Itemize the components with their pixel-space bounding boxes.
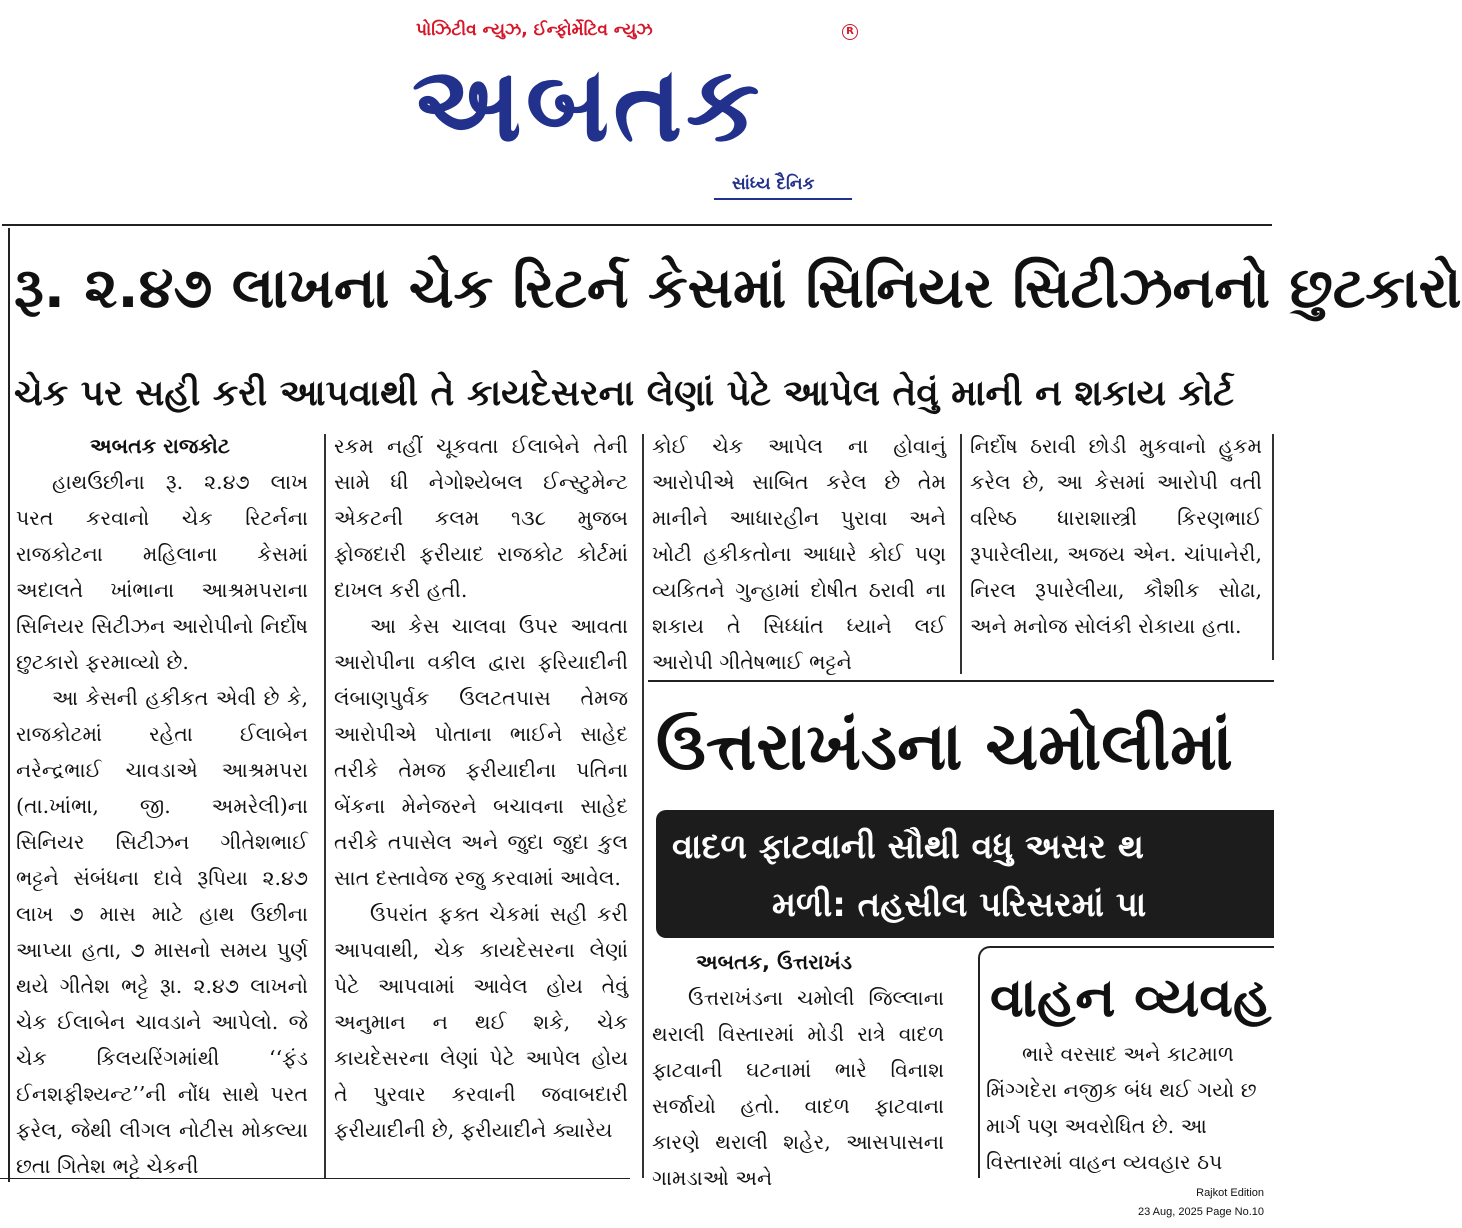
second-story-body [652,944,944,1190]
article-paragraph: આ કેસની હકીકત એવી છે કે, રાજકોટમાં રહેતા ઈલાબેન નરેન્દ્રભાઈ ચાવડાએ આશ્રમપરા (તા.ખાંભા, જી. અમરેલી)ના સિનિયર સિટીઝન ગીતેશભાઈ ભટ્ટને સંબંધના દાવે રૂપિયા ૨.૪૭ લાખ ૭ માસ માટે હાથ ઉછીના આપ્યા હતા, ૭ માસનો સમય પુર્ણ થયે ગીતેશ ભટ્ટે રૂા. ૨.૪૭ લાખનો ચેક ઈલાબેન ચાવડાને આપેલો. જે ચેક કિલયરિંગમાંથી ‘‘ફંડ ઈનશફીશ્યન્ટ’’ની નોંધ સાથે પરત ફરેલ, જેથી લીગલ નોટીસ મોકલ્યા છતા ગિતેશ ભટ્ટે ચેકની [16,686,308,1178]
main-subheadline: ચેક પર સહી કરી આપવાથી તે કાયદેસરના લેણાં પેટે આપેલ તેવું માની ન શકાય કોર્ટ [14,373,1234,414]
article-line: ભારે વરસાદ અને કાટમાળ [1022,1042,1234,1066]
article-paragraph: આ કેસ ચાલવા ઉપર આવતા આરોપીના વકીલ દ્વારા ફરિયાદીની લંબાણપુર્વક ઉલટતપાસ તેમજ આરોપીએ પોતાના ભાઈને સાહેદ તરીકે તેમજ ફરીયાદીના પતિના બેંકના મેનેજરને બચાવના સાહેદ તરીકે તપાસેલ અને જુદા જુદા કુલ સાત દસ્તાવેજ રજુ કરવામાં આવેલ. [334,614,628,890]
masthead-tagline: પોઝિટીવ ન્યુઝ, ઈન્ફોર્મેટિવ ન્યુઝ [416,20,653,40]
article-line: માર્ગ પણ અવરોધિત છે. આ [986,1114,1207,1138]
deck-line-1: વાદળ ફાટવાની સૌથી વધુ અસર થ [672,827,1144,867]
page-left-rule [8,228,10,1182]
registered-mark-icon: R [842,24,858,40]
article-line: મિંગ્ગદેરા નજીક બંધ થઈ ગયો છ [986,1078,1257,1102]
masthead-underline [714,198,852,200]
edition-name: Rajkot Edition [1196,1187,1264,1199]
article-paragraph: ઉત્તરાખંડના ચમોલી જિલ્લાના થરાલી વિસ્તારમાં મોડી રાત્રે વાદળ ફાટવાની ઘટનામાં ભારે વિનાશ સર્જાયો હતો. વાદળ ફાટવાના કારણે થરાલી શહેર, આસપાસના ગામડાઓ અને [652,986,944,1190]
article-paragraph: રકમ નહીં ચૂકવતા ઈલાબેને તેની સામે ધી નેગોશ્યેબલ ઈન્સ્ટુમેન્ટ એકટની કલમ ૧૩૮ મુજબ ફોજદારી ફરીયાદ રાજકોટ કોર્ટમાં દાખલ કરી હતી. [334,434,628,602]
edition-date-page: 23 Aug, 2025 Page No.10 [1138,1206,1264,1218]
newspaper-logo: અબતક [412,43,764,165]
article-paragraph: હાથઉછીના રૂ. ૨.૪૭ લાખ પરત કરવાનો ચેક રિટર્નના રાજકોટના મહિલાના કેસમાં અદાલતે ખાંભાના આશ્રમપરાના સિનિયર સિટીઝન આરોપીનો નિર્દોષ છુટકારો ફરમાવ્યો છે. [16,470,308,674]
column-divider [960,434,962,674]
main-headline: રૂ. ૨.૪૭ લાખના ચેક રિટર્ન કેસમાં સિનિયર સિટીઝનનો છુટકારો [14,256,1462,321]
edition-info [1138,1184,1264,1222]
second-story-deck [656,810,1274,938]
article-paragraph: ઉપરાંત ફક્ત ચેકમાં સહી કરી આપવાથી, ચેક કાયદેસરના લેણાં પેટે આપવામાં આવેલ હોય તેવું અનુમાન ન થઈ શકે, ચેક કાયદેસરના લેણાં પેટે આપેલ હોય તે પુરવાર કરવાની જવાબદારી ફરીયાદીની છે, ફરીયાદીને ક્યારેય [334,902,628,1142]
third-story-headline: વાહન વ્યવહ [990,966,1272,1029]
article-column-1 [16,428,308,1178]
column-divider [324,434,326,1178]
article-column-4 [970,428,1262,674]
second-story-byline: અબતક, ઉત્તરાખંડ [696,950,852,974]
deck-line-2: મળી: તહસીલ પરિસરમાં પા [772,885,1147,925]
article-paragraph: નિર્દોષ ઠરાવી છોડી મુકવાનો હુકમ કરેલ છે, આ કેસમાં આરોપી વતી વરિષ્ઠ ધારાશાસ્ત્રી કિરણભાઈ રૂપારેલીયા, અજય એન. ચાંપાનેરી, નિરલ રૂપારેલીયા, કૌશીક સોઢા, અને મનોજ સોલંકી રોકાયા હતા. [970,434,1262,638]
main-byline: અબતક રાજકોટ [90,434,230,458]
column-divider [1272,434,1274,660]
second-story-headline: ઉત્તરાખંડના ચમોલીમાં [656,708,1233,785]
article-column-3 [652,428,946,674]
page-top-rule [2,224,1272,226]
article-paragraph: કોઈ ચેક આપેલ ના હોવાનું આરોપીએ સાબિત કરેલ છે તેમ માનીને આધારહીન પુરાવા અને ખોટી હકીકતોના આધારે કોઈ પણ વ્યકિતને ગુન્હામાં દોષીત ઠરાવી ના શકાય તે સિધ્ધાંત ધ્યાને લઈ આરોપી ગીતેષભાઈ ભટ્ટને [652,434,946,674]
masthead-subtitle: સાંધ્ય દૈનિક [732,174,815,194]
third-story-body [986,1036,1274,1178]
article-line: વિસ્તારમાં વાહન વ્યવહાર ઠપ [986,1150,1223,1174]
column-divider [642,434,644,1178]
story-separator [648,680,1274,682]
article-column-2 [334,428,628,1178]
